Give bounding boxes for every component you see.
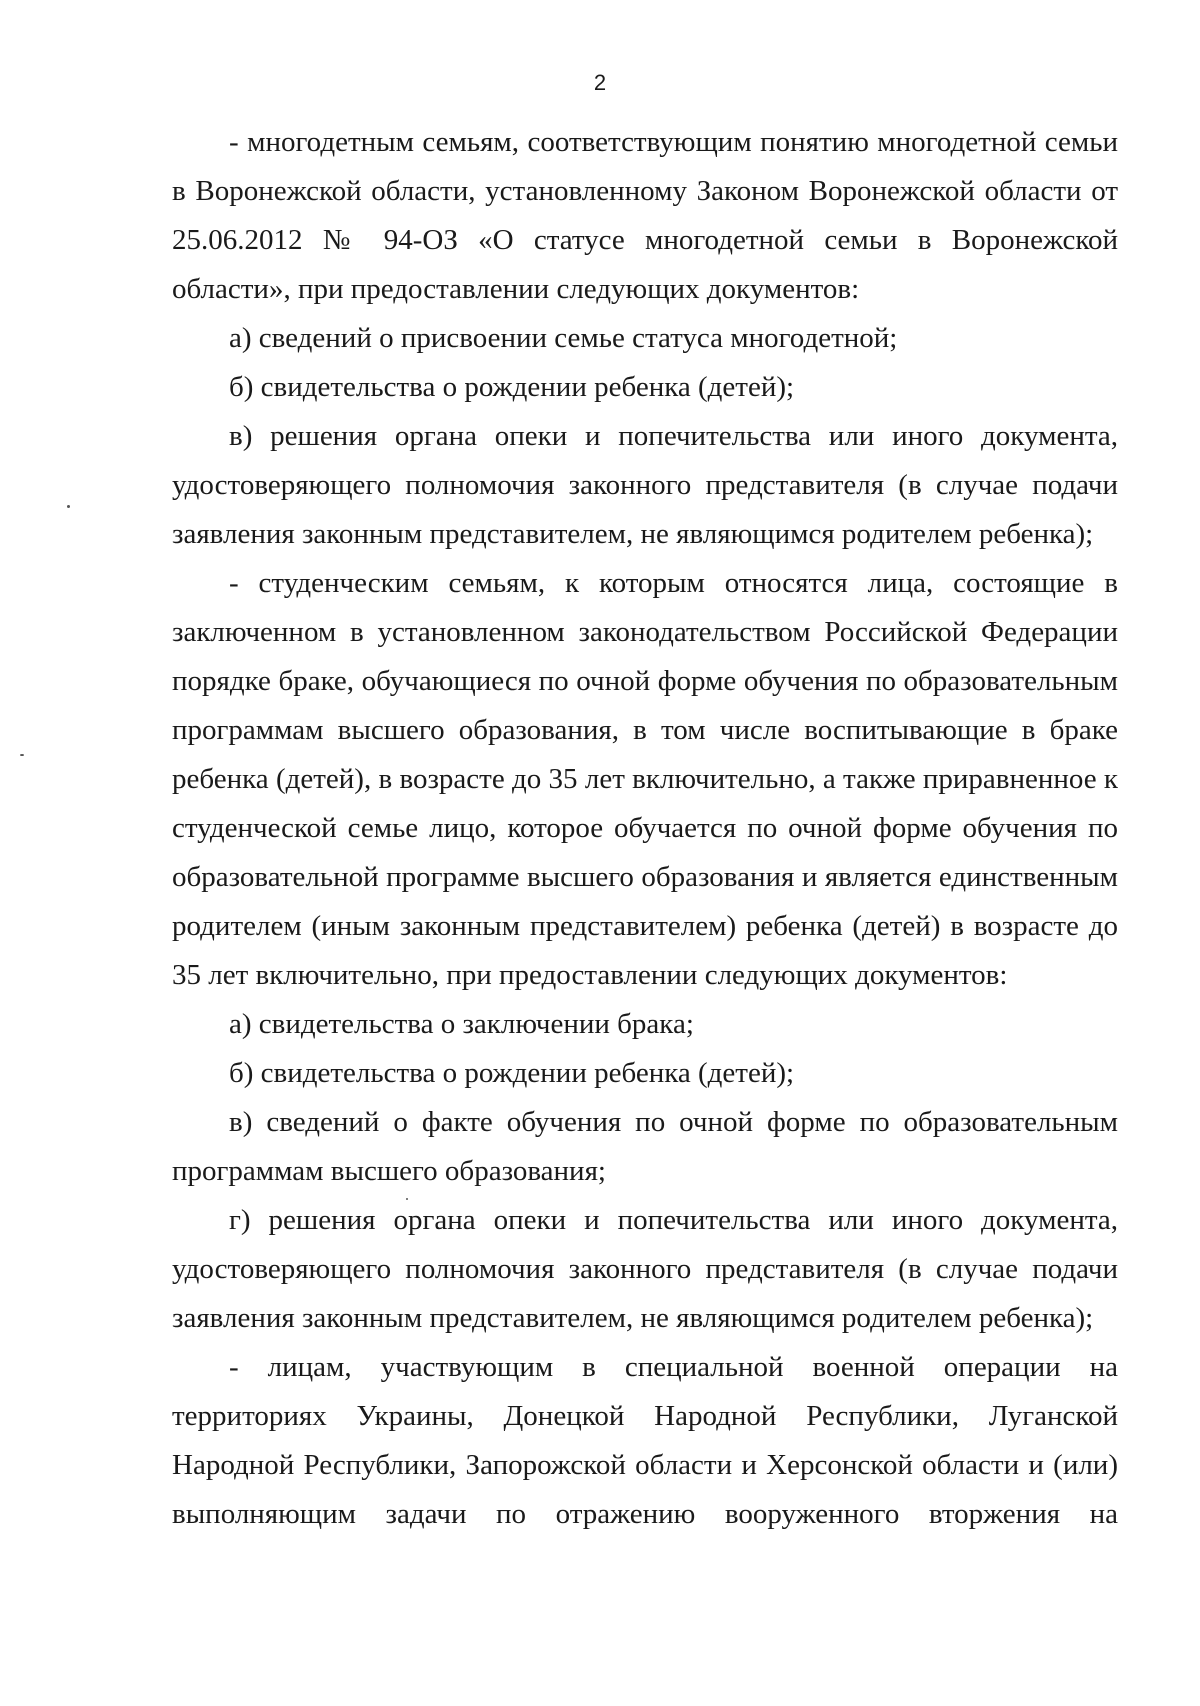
scan-speck xyxy=(406,1198,408,1200)
scan-speck xyxy=(20,754,24,756)
document-body xyxy=(172,118,1118,1539)
page-number: 2 xyxy=(593,70,607,95)
list-item-a-status-info: а) сведений о присвоении семье статуса многодетной; xyxy=(229,322,898,354)
list-item-c-guardianship-decision: в) решения органа опеки и попечительства или иного документа, удостоверяющего полномочия законного представителя (в случае подачи заявления законным представителем, не являющимся родителем ребенка); xyxy=(172,420,1118,550)
list-item-d-guardianship-decision: г) решения органа опеки и попечительства или иного документа, удостоверяющего полномочия законного представителя (в случае подачи заявления законным представителем, не являющимся родителем ребенка); xyxy=(172,1204,1118,1334)
list-item-b-birth-certificate: б) свидетельства о рождении ребенка (детей); xyxy=(229,371,795,403)
paragraph-large-families: - многодетным семьям, соответствующим понятию многодетной семьи в Воронежской области, установленному Законом Воронежской области от 25.06.2012 № 94-ОЗ «О статусе многодетной семьи в Воронежской области», при предоставлении следующих документов: xyxy=(172,126,1118,305)
paragraph-student-families: - студенческим семьям, к которым относятся лица, состоящие в заключенном в установленном законодательством Российской Федерации порядке браке, обучающиеся по очной форме обучения по образовательным программам высшего образования, в том числе воспитывающие в браке ребенка (детей), в возрасте до 35 лет включительно, а также приравненное к студенческой семье лицо, которое обучается по очной форме обучения по образовательной программе высшего образования и является единственным родителем (иным законным представителем) ребенка (детей) в возрасте до 35 лет включительно, при предоставлении следующих документов: xyxy=(172,567,1118,991)
list-item-a-marriage-certificate: а) свидетельства о заключении брака; xyxy=(229,1008,694,1040)
list-item-b-birth-certificate-2: б) свидетельства о рождении ребенка (детей); xyxy=(229,1057,795,1089)
list-item-c-study-info: в) сведений о факте обучения по очной форме по образовательным программам высшего образования; xyxy=(172,1106,1118,1187)
paragraph-military-operation: - лицам, участвующим в специальной военной операции на территориях Украины, Донецкой Народной Республики, Луганской Народной Республики, Запорожской области и Херсонской области и (или) выполняющим задачи по отражению вооруженного вторжения на xyxy=(172,1351,1118,1530)
scan-speck xyxy=(67,505,70,508)
